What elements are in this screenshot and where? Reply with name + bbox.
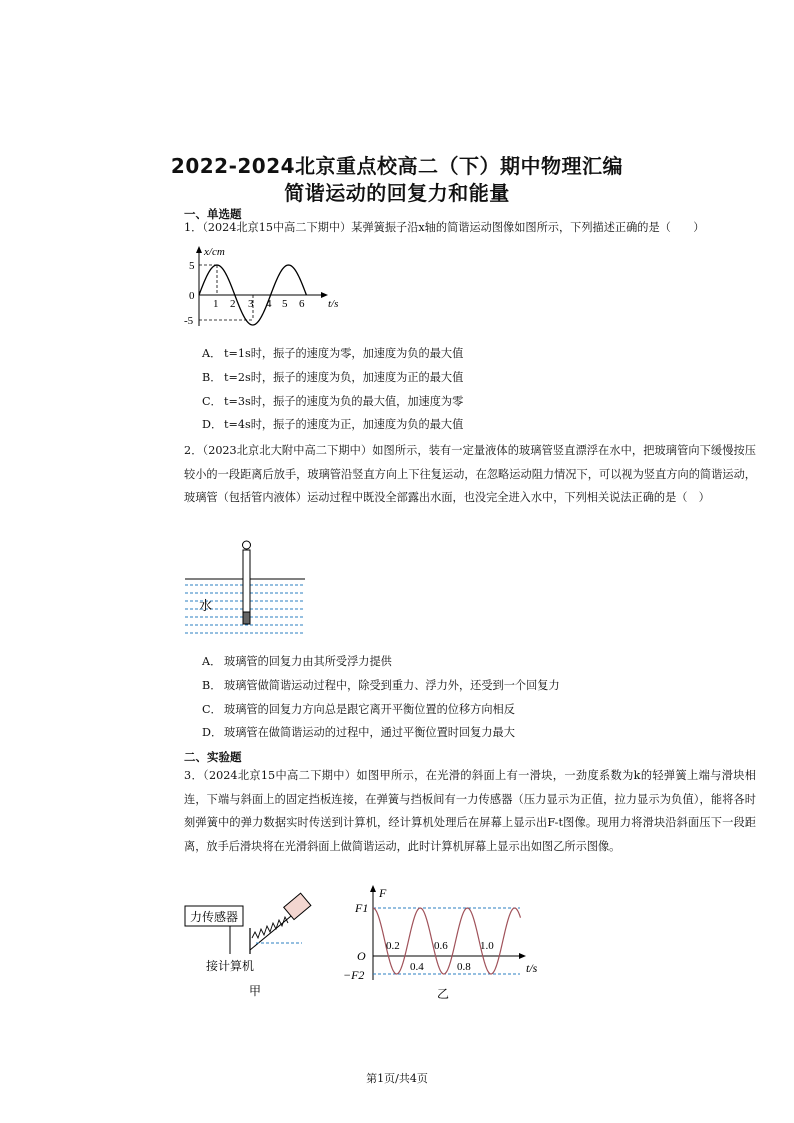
question-2-option-b[interactable]: B． 玻璃管做简谐运动过程中，除受到重力、浮力外，还受到一个回复力 — [202, 679, 560, 692]
question-1-stem: 1．（2024北京15中高二下期中）某弹簧振子沿x轴的简谐运动图像如图所示，下列描述正确的是（ ） — [184, 221, 705, 234]
y-tick-label: 5 — [189, 260, 195, 272]
question-1-option-b[interactable]: B． t=2s时，振子的速度为负，加速度为正的最大值 — [202, 371, 464, 384]
question-1-option-d[interactable]: D． t=4s时，振子的速度为正，加速度为负的最大值 — [202, 418, 464, 431]
question-1-option-c[interactable]: C． t=3s时，振子的速度为负的最大值，加速度为零 — [202, 395, 464, 408]
water-label: 水 — [199, 598, 213, 613]
figure-a-caption: 甲 — [248, 984, 262, 998]
y-tick-label: -5 — [184, 315, 194, 327]
section-heading-single-choice: 一、单选题 — [184, 207, 242, 221]
question-2-option-a[interactable]: A． 玻璃管的回复力由其所受浮力提供 — [202, 655, 392, 668]
graph-x-axis-label: t/s — [328, 298, 339, 310]
y-tick-label: 0 — [189, 290, 195, 302]
question-3-stem: 3．（2024北京15中高二下期中）如图甲所示，在光滑的斜面上有一滑块，一劲度系数为k的轻弹簧上端与滑块相连，下端与斜面上的固定挡板连接，在弹簧与挡板间有一力传感器（压力显示为正值，拉力显示为负值），能将各时刻弹簧中的弹力数据实时传送到计算机，经计算机处理后在屏幕上显示出F-t图像。现用力将滑块沿斜面压下一段距离，放手后滑块将在光滑斜面上做简谐运动，此时计算机屏幕上显示出如图乙所示图像。 — [184, 769, 756, 853]
x-tick-label: 5 — [282, 298, 288, 310]
x-tick-label: 3 — [248, 298, 254, 310]
question-3-figure-a — [182, 890, 332, 1000]
question-1-graph — [180, 244, 355, 336]
question-2-option-d[interactable]: D． 玻璃管在做简谐运动的过程中，通过平衡位置时回复力最大 — [202, 726, 515, 739]
f2-label: −F2 — [343, 968, 365, 982]
spring — [252, 917, 288, 938]
section-heading-experiment: 二、实验题 — [184, 750, 242, 764]
force-sensor-label: 力传感器 — [189, 910, 239, 924]
x-tick-label: 1.0 — [480, 940, 494, 952]
x-tick-label: 2 — [230, 298, 236, 310]
origin-label: O — [357, 949, 366, 963]
x-tick-label: 0.8 — [457, 961, 471, 973]
x-tick-label: 4 — [266, 298, 272, 310]
question-1-option-a[interactable]: A． t=1s时，振子的速度为零，加速度为负的最大值 — [202, 347, 464, 360]
f1-label: F1 — [355, 901, 369, 915]
graph-x-axis-label: t/s — [526, 961, 538, 975]
x-tick-label: 1 — [213, 298, 219, 310]
page-footer: 第1页/共4页 — [366, 1072, 428, 1085]
question-3-figure-b — [340, 880, 550, 1002]
document-subtitle: 简谐运动的回复力和能量 — [284, 181, 510, 205]
document-title: 2022-2024北京重点校高二（下）期中物理汇编 — [170, 154, 624, 178]
question-2-figure — [183, 538, 308, 638]
x-tick-label: 0.6 — [434, 940, 448, 952]
x-tick-label: 0.4 — [410, 961, 424, 973]
graph-y-axis-label: x/cm — [204, 246, 225, 258]
computer-label: 接计算机 — [205, 959, 255, 973]
question-2-stem: 2．（2023北京北大附中高二下期中）如图所示，装有一定量液体的玻璃管竖直漂浮在水中，把玻璃管向下缓慢按压较小的一段距离后放手，玻璃管沿竖直方向上下往复运动，在忽略运动阻力情况下，可以视为竖直方向的简谐运动，玻璃管（包括管内液体）运动过程中既没全部露出水面，也没完全进入水中，下列相关说法正确的是（ ） — [184, 444, 756, 504]
graph-y-axis-label: F — [379, 886, 387, 900]
slider-block — [284, 893, 311, 919]
question-2-option-c[interactable]: C． 玻璃管的回复力方向总是跟它离开平衡位置的位移方向相反 — [202, 703, 515, 716]
figure-b-caption: 乙 — [436, 987, 450, 1001]
x-tick-label: 0.2 — [386, 940, 400, 952]
x-tick-label: 6 — [299, 298, 305, 310]
tube-liquid — [243, 612, 250, 624]
tube-stopper — [243, 541, 251, 549]
